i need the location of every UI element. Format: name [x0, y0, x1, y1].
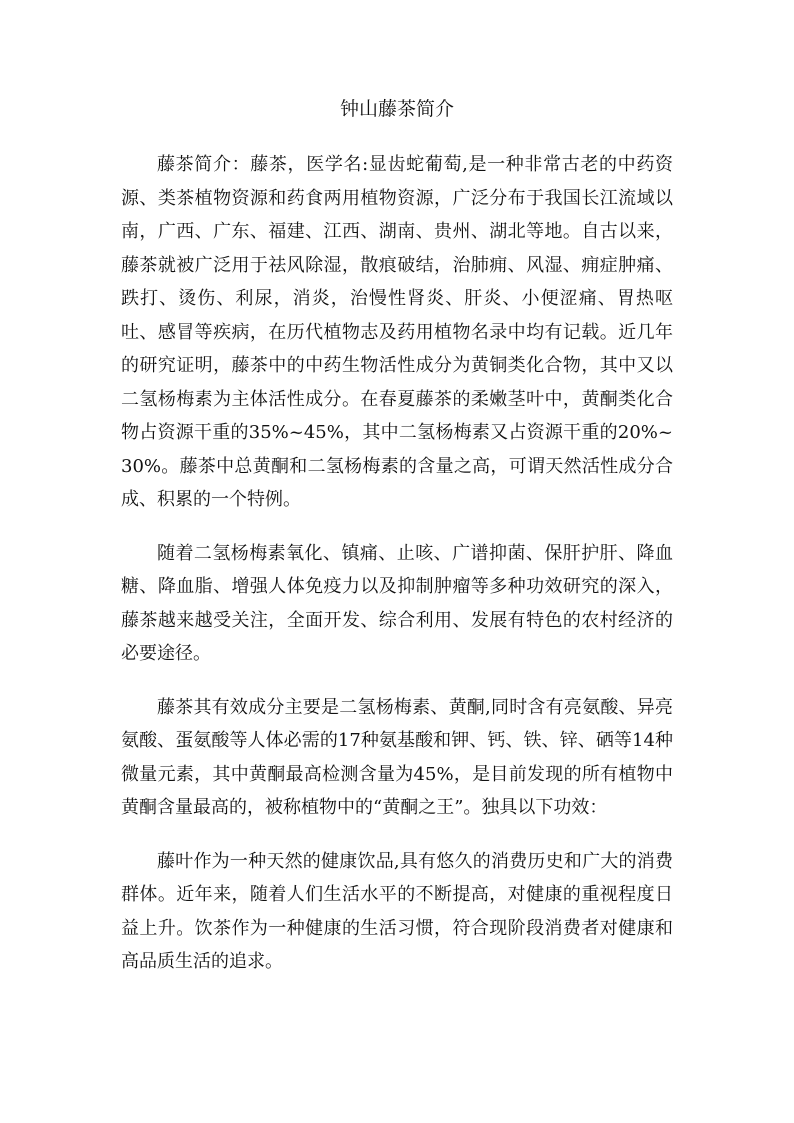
- paragraph-research: 随着二氢杨梅素氧化、镇痛、止咳、广谱抑菌、保肝护肝、降血糖、降血脂、增强人体免疫力以及抑制肿瘤等多种功效研究的深入，藤茶越来越受关注，全面开发、综合利用、发展有特色的农村经济的必要途径。: [121, 542, 673, 664]
- paragraph-ingredients: 藤茶其有效成分主要是二氢杨梅素、黄酮,同时含有亮氨酸、异亮氨酸、蛋氨酸等人体必需的17种氨基酸和钾、钙、铁、锌、硒等14种微量元素，其中黄酮最高检测含量为45%，是目前发现的所有植物中黄酮含量最高的，被称植物中的“黄酮之王”。独具以下功效：: [121, 696, 673, 818]
- document-title: 钟山藤茶简介: [339, 98, 454, 120]
- paragraph-consumption: 藤叶作为一种天然的健康饮品,具有悠久的消费历史和广大的消费群体。近年来，随着人们生活水平的不断提高，对健康的重视程度日益上升。饮茶作为一种健康的生活习惯，符合现阶段消费者对健康和高品质生活的追求。: [121, 850, 673, 972]
- document-body: [121, 148, 673, 999]
- paragraph-intro: 藤茶简介：藤茶，医学名:显齿蛇葡萄,是一种非常古老的中药资源、类茶植物资源和药食两用植物资源，广泛分布于我国长江流域以南，广西、广东、福建、江西、湖南、贵州、湖北等地。自古以来，藤茶就被广泛用于祛风除湿，散痕破结，治肺痈、风湿、痈症肿痛、跌打、烫伤、利尿，消炎，治慢性肾炎、肝炎、小便涩痛、胃热呕吐、感冒等疾病，在历代植物志及药用植物名录中均有记载。近几年的研究证明，藤茶中的中药生物活性成分为黄铜类化合物，其中又以二氢杨梅素为主体活性成分。在春夏藤茶的柔嫩茎叶中，黄酮类化合物占资源干重的35%~45%，其中二氢杨梅素又占资源干重的20%~30%。藤茶中总黄酮和二氢杨梅素的含量之高，可谓天然活性成分合成、积累的一个特例。: [121, 154, 673, 510]
